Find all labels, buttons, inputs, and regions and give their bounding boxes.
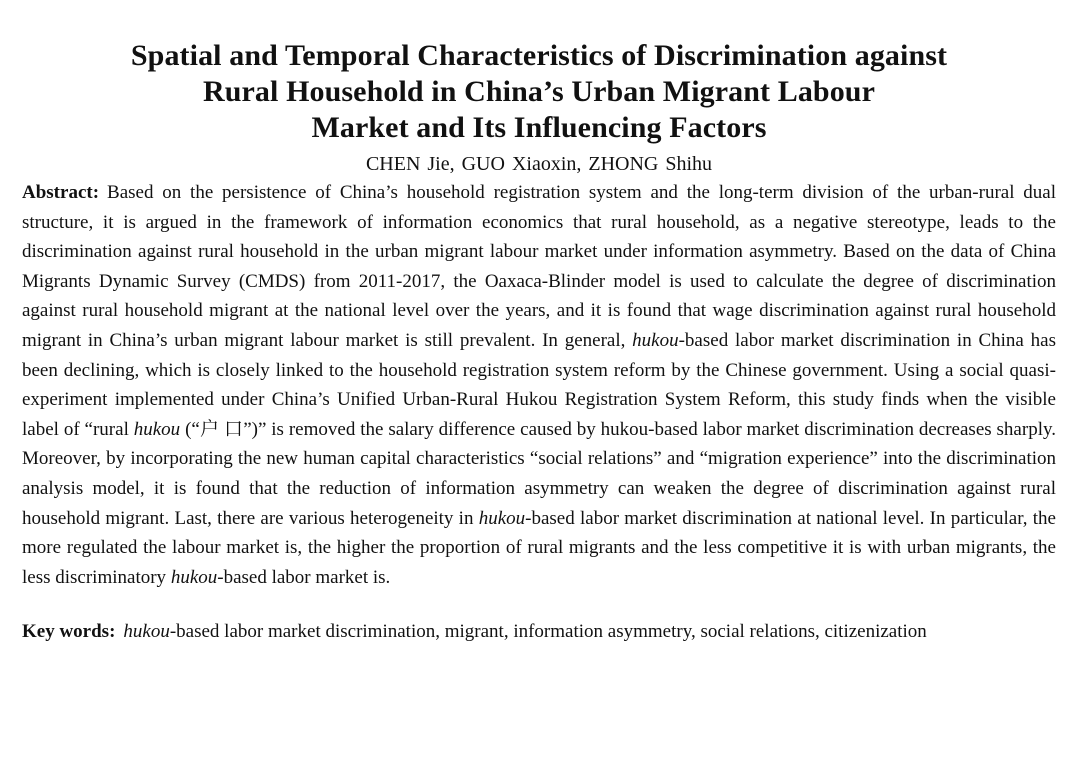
hukou-term: hukou <box>478 507 526 529</box>
title-line-3: Market and Its Influencing Factors <box>311 111 767 144</box>
abstract-paragraph <box>22 178 1056 592</box>
keywords-text: -based labor market discrimination, migrant, information asymmetry, social relations, citizenization <box>169 621 927 643</box>
abstract-text-4: -based labor market discrimination at national level. In particular, the more regulated the labour market is, the higher the proportion of rural migrants and the less competitive it is with urban migrants, the less discriminatory <box>22 507 1056 588</box>
abstract-text-2: -based labor market discrimination in China has been declining, which is closely linked to the household registration system reform by the Chinese government. Using a social quasi-experiment implemented under China’s Unified Urban-Rural Hukou Registration System Reform, this study finds when the visible label of “rural <box>22 329 1056 440</box>
abstract-text-1: Based on the persistence of China’s household registration system and the long-term division of the urban-rural dual structure, it is argued in the framework of information economics that rural household, as a negative stereotype, leads to the discrimination against rural household in the urban migrant labour market under information asymmetry. Based on the data of China Migrants Dynamic Survey (CMDS) from 2011-2017, the Oaxaca-Blinder model is used to calculate the degree of discrimination against rural household migrant at the national level over the years, and it is found that wage discrimination against rural household migrant in China’s urban migrant labour market is still prevalent. In general, <box>22 182 1056 351</box>
hukou-term: hukou <box>123 621 170 643</box>
title-line-1: Spatial and Temporal Characteristics of Discrimination against <box>130 39 948 72</box>
abstract-text-5: -based labor market is. <box>217 566 391 588</box>
keywords-paragraph <box>22 617 1056 647</box>
keywords-label: Key words: <box>22 621 116 643</box>
paper-title <box>22 38 1056 146</box>
hukou-term: hukou <box>632 329 679 351</box>
hukou-term: hukou <box>170 566 218 588</box>
abstract-text-3: (“户 口”)” is removed the salary difference caused by hukou-based labor market discrimination decreases sharply. Moreover, by incorporating the new human capital characteristics “social relations” and “migration experience” into the discrimination analysis model, it is found that the reduction of information asymmetry can weaken the degree of discrimination against rural household migrant. Last, there are various heterogeneity in <box>22 418 1056 529</box>
abstract-label: Abstract: <box>22 182 100 203</box>
title-line-2: Rural Household in China’s Urban Migrant Labour <box>202 75 876 108</box>
author-list: CHEN Jie, GUO Xiaoxin, ZHONG Shihu <box>365 153 713 175</box>
hukou-term: hukou <box>133 418 181 440</box>
